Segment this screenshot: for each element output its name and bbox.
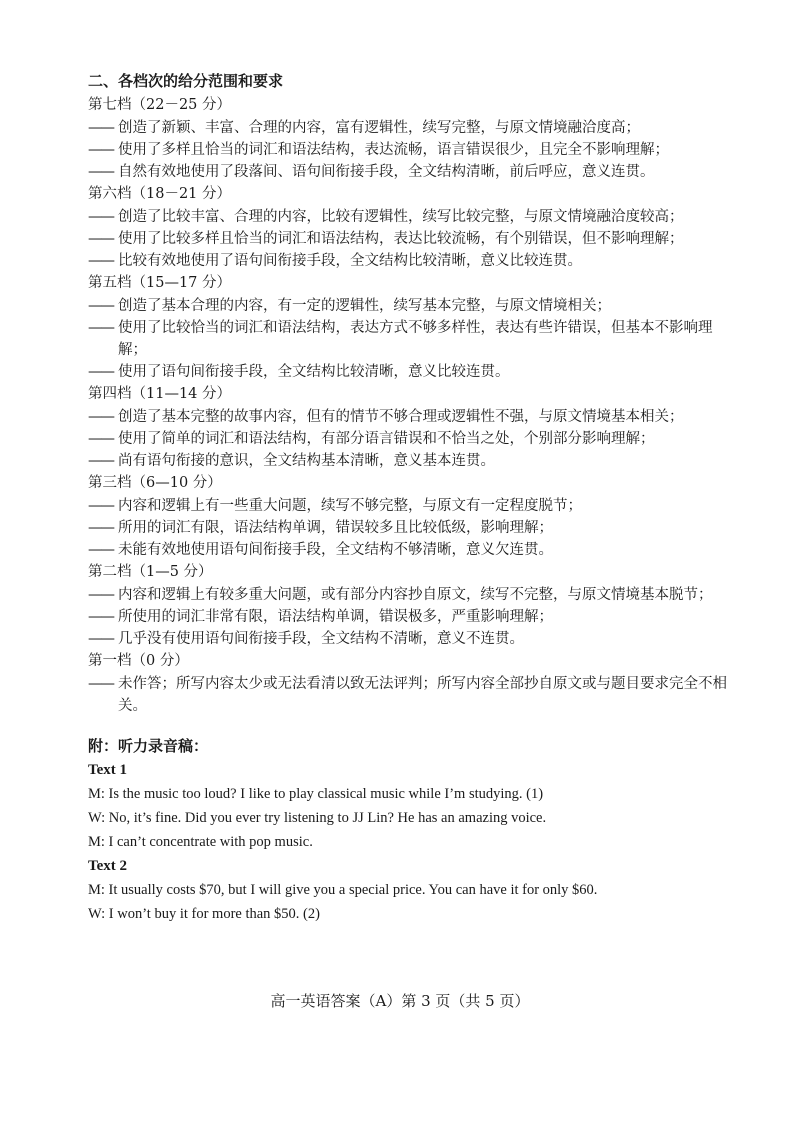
dash-marker: —— xyxy=(88,209,113,225)
dash-marker: —— xyxy=(88,320,113,336)
section-heading: 二、各档次的给分范围和要求 xyxy=(88,72,284,90)
criterion-item xyxy=(88,139,738,161)
criterion-text: 内容和逻辑上有一些重大问题，续写不够完整，与原文有一定程度脱节； xyxy=(118,498,582,514)
dash-marker: —— xyxy=(88,498,113,514)
criterion-text: 使用了语句间衔接手段，全文结构比较清晰，意义比较连贯。 xyxy=(118,364,510,380)
spacer xyxy=(88,717,738,735)
criterion-item xyxy=(88,250,738,272)
criterion-text: 尚有语句衔接的意识，全文结构基本清晰，意义基本连贯。 xyxy=(118,453,495,469)
criterion-item xyxy=(88,361,738,383)
dash-marker: —— xyxy=(88,164,113,180)
dialog-line: M: Is the music too loud? I like to play classical music while I’m studying. (1) xyxy=(88,786,544,802)
dash-marker: —— xyxy=(88,631,113,647)
criterion-text: 使用了比较多样且恰当的词汇和语法结构，表达比较流畅，有个别错误，但不影响理解； xyxy=(118,231,684,247)
dash-marker: —— xyxy=(88,587,113,603)
dash-marker: —— xyxy=(88,409,113,425)
dash-marker: —— xyxy=(88,542,113,558)
dash-marker: —— xyxy=(88,453,113,469)
criterion-item xyxy=(88,428,738,450)
dialog-line: W: I won’t buy it for more than $50. (2) xyxy=(88,906,320,922)
level-title: 第七档（22－25 分） xyxy=(88,97,232,113)
dialog-line: M: It usually costs $70, but I will give you a special price. You can have it for only $60. xyxy=(88,882,598,898)
criterion-text: 使用了多样且恰当的词汇和语法结构，表达流畅，语言错误很少，且完全不影响理解； xyxy=(118,142,669,158)
scoring-levels xyxy=(88,94,738,717)
dash-marker: —— xyxy=(88,231,113,247)
criterion-text: 创造了基本合理的内容，有一定的逻辑性，续写基本完整，与原文情境相关； xyxy=(118,298,611,314)
criterion-text: 未能有效地使用语句间衔接手段，全文结构不够清晰，意义欠连贯。 xyxy=(118,542,553,558)
transcript-heading: Text 2 xyxy=(88,858,128,874)
level-title: 第二档（1—5 分） xyxy=(88,564,213,580)
dash-marker: —— xyxy=(88,520,113,536)
dialog-line: M: I can’t concentrate with pop music. xyxy=(88,834,313,850)
criterion-item xyxy=(88,539,738,561)
answer-page xyxy=(88,70,738,927)
listening-transcripts xyxy=(88,759,738,927)
criterion-text: 创造了比较丰富、合理的内容，比较有逻辑性，续写比较完整，与原文情境融洽度较高； xyxy=(118,209,684,225)
level-title: 第五档（15—17 分） xyxy=(88,275,232,291)
criterion-item xyxy=(88,584,738,606)
criterion-item xyxy=(88,295,738,317)
criterion-item xyxy=(88,628,738,650)
criterion-text: 使用了简单的词汇和语法结构，有部分语言错误和不恰当之处，个别部分影响理解； xyxy=(118,431,655,447)
criterion-text: 所使用的词汇非常有限，语法结构单调，错误极多，严重影响理解； xyxy=(118,609,553,625)
criterion-text: 比较有效地使用了语句间衔接手段，全文结构比较清晰，意义比较连贯。 xyxy=(118,253,582,269)
level-title: 第四档（11—14 分） xyxy=(88,386,232,402)
dash-marker: —— xyxy=(88,364,113,380)
criterion-item xyxy=(88,495,738,517)
level-title: 第三档（6—10 分） xyxy=(88,475,222,491)
level-title: 第六档（18－21 分） xyxy=(88,186,232,202)
dash-marker: —— xyxy=(88,676,113,692)
criterion-text: 创造了基本完整的故事内容，但有的情节不够合理或逻辑性不强，与原文情境基本相关； xyxy=(118,409,684,425)
criterion-text: 未作答；所写内容太少或无法看清以致无法评判；所写内容全部抄自原文或与题目要求完全不相关。 xyxy=(118,676,727,714)
level-title: 第一档（0 分） xyxy=(88,653,189,669)
page-footer: 高一英语答案（A）第 3 页（共 5 页） xyxy=(270,992,530,1010)
dash-marker: —— xyxy=(88,431,113,447)
criterion-text: 自然有效地使用了段落间、语句间衔接手段，全文结构清晰，前后呼应，意义连贯。 xyxy=(118,164,655,180)
dash-marker: —— xyxy=(88,253,113,269)
dash-marker: —— xyxy=(88,609,113,625)
dash-marker: —— xyxy=(88,142,113,158)
criterion-item xyxy=(88,317,738,361)
dash-marker: —— xyxy=(88,120,113,136)
dialog-line: W: No, it’s fine. Did you ever try listening to JJ Lin? He has an amazing voice. xyxy=(88,810,547,826)
criterion-item xyxy=(88,117,738,139)
criterion-text: 使用了比较恰当的词汇和语法结构，表达方式不够多样性，表达有些许错误，但基本不影响理解； xyxy=(118,320,713,358)
criterion-item xyxy=(88,161,738,183)
criterion-text: 创造了新颖、丰富、合理的内容，富有逻辑性，续写完整，与原文情境融洽度高； xyxy=(118,120,640,136)
criterion-text: 几乎没有使用语句间衔接手段，全文结构不清晰，意义不连贯。 xyxy=(118,631,524,647)
criterion-item xyxy=(88,228,738,250)
appendix-title: 附：听力录音稿： xyxy=(88,737,209,755)
criterion-item xyxy=(88,517,738,539)
dash-marker: —— xyxy=(88,298,113,314)
transcript-heading: Text 1 xyxy=(88,762,128,778)
criterion-item xyxy=(88,406,738,428)
criterion-item xyxy=(88,450,738,472)
criterion-item xyxy=(88,673,738,717)
criterion-item xyxy=(88,206,738,228)
criterion-text: 所用的词汇有限，语法结构单调，错误较多且比较低级，影响理解； xyxy=(118,520,553,536)
criterion-text: 内容和逻辑上有较多重大问题，或有部分内容抄自原文，续写不完整，与原文情境基本脱节； xyxy=(118,587,713,603)
criterion-item xyxy=(88,606,738,628)
